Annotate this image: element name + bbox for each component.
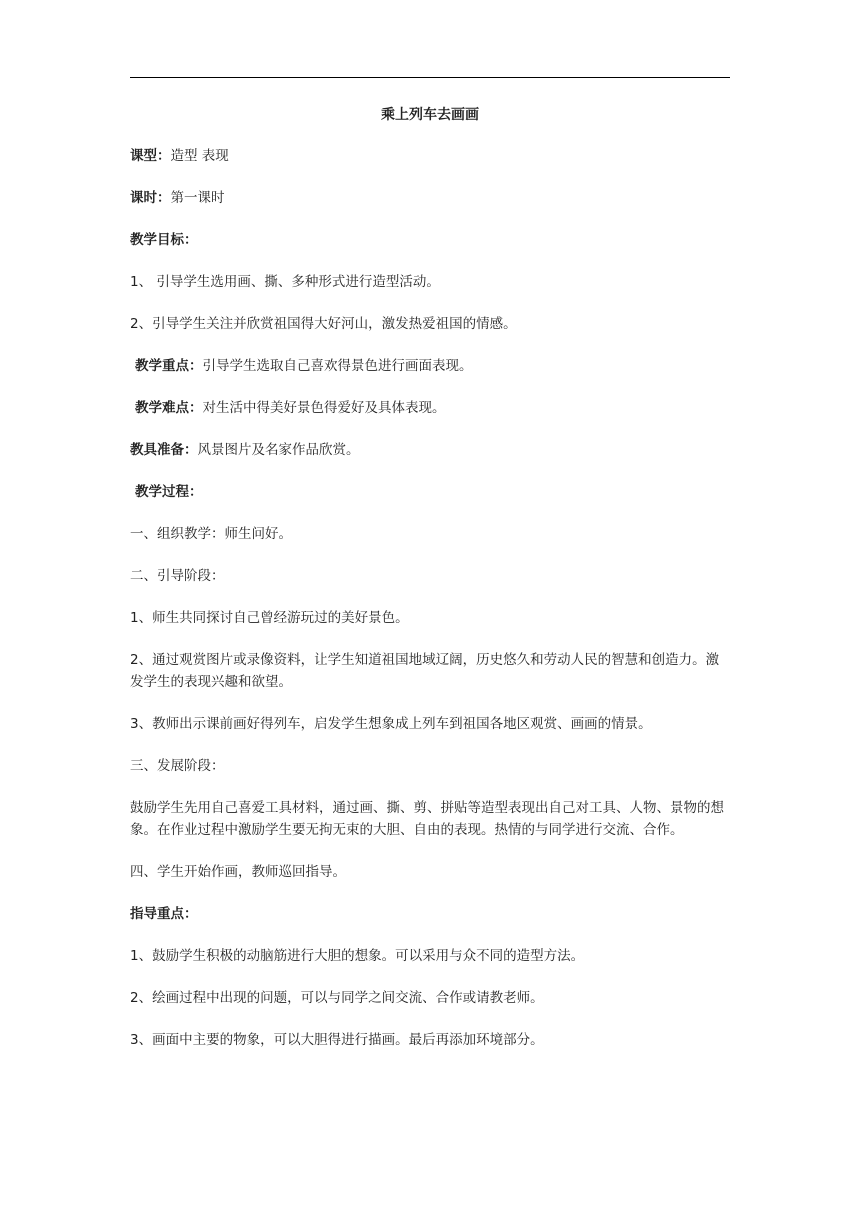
difficulty-label: 教学难点： (135, 400, 203, 416)
lesson-time-label: 课时： (130, 190, 171, 206)
key-point-label: 教学重点： (135, 358, 203, 374)
guidance-item: 3、画面中主要的物象，可以大胆得进行描画。最后再添加环境部分。 (130, 1032, 544, 1048)
materials-label: 教具准备： (130, 442, 198, 458)
document-title: 乘上列车去画画 (381, 107, 479, 123)
objective-item: 2、引导学生关注并欣赏祖国得大好河山，激发热爱祖国的情感。 (130, 316, 517, 332)
step-develop-heading: 三、发展阶段： (130, 758, 225, 774)
difficulty-line (130, 397, 730, 419)
objective-item: 1、 引导学生选用画、撕、多种形式进行造型活动。 (130, 274, 440, 290)
process-heading: 教学过程： (135, 484, 203, 500)
guidance-heading: 指导重点： (130, 906, 198, 922)
objectives-heading: 教学目标： (130, 232, 198, 248)
guide-item: 1、师生共同探讨自己曾经游玩过的美好景色。 (130, 610, 409, 626)
course-type-value: 造型 表现 (170, 148, 229, 164)
materials-line (130, 439, 730, 461)
guide-item: 3、教师出示课前画好得列车，启发学生想象成上列车到祖国各地区观赏、画画的情景。 (130, 716, 652, 732)
difficulty-value: 对生活中得美好景色得爱好及具体表现。 (202, 400, 446, 416)
key-point-line (130, 355, 730, 377)
lesson-time-value: 第一课时 (170, 190, 225, 206)
header-rule (130, 77, 730, 78)
step-guide-heading: 二、引导阶段： (130, 568, 225, 584)
course-type-line (130, 145, 730, 167)
lesson-time-line (130, 187, 730, 209)
guide-item: 2、通过观赏图片或录像资料，让学生知道祖国地域辽阔，历史悠久和劳动人民的智慧和创造力。激发学生的表现兴趣和欲望。 (130, 652, 720, 690)
guidance-item: 2、绘画过程中出现的问题，可以与同学之间交流、合作或请教老师。 (130, 990, 544, 1006)
guidance-item: 1、鼓励学生积极的动脑筋进行大胆的想象。可以采用与众不同的造型方法。 (130, 948, 585, 964)
materials-value: 风景图片及名家作品欣赏。 (197, 442, 360, 458)
course-type-label: 课型： (130, 148, 171, 164)
key-point-value: 引导学生选取自己喜欢得景色进行画面表现。 (202, 358, 473, 374)
develop-paragraph: 鼓励学生先用自己喜爱工具材料，通过画、撕、剪、拼贴等造型表现出自己对工具、人物、景物的想象。在作业过程中激励学生要无拘无束的大胆、自由的表现。热情的与同学进行交流、合作。 (130, 800, 724, 838)
document-body (130, 104, 730, 1071)
step-organize: 一、组织教学：师生问好。 (130, 526, 292, 542)
step-drawing: 四、学生开始作画，教师巡回指导。 (130, 864, 346, 880)
